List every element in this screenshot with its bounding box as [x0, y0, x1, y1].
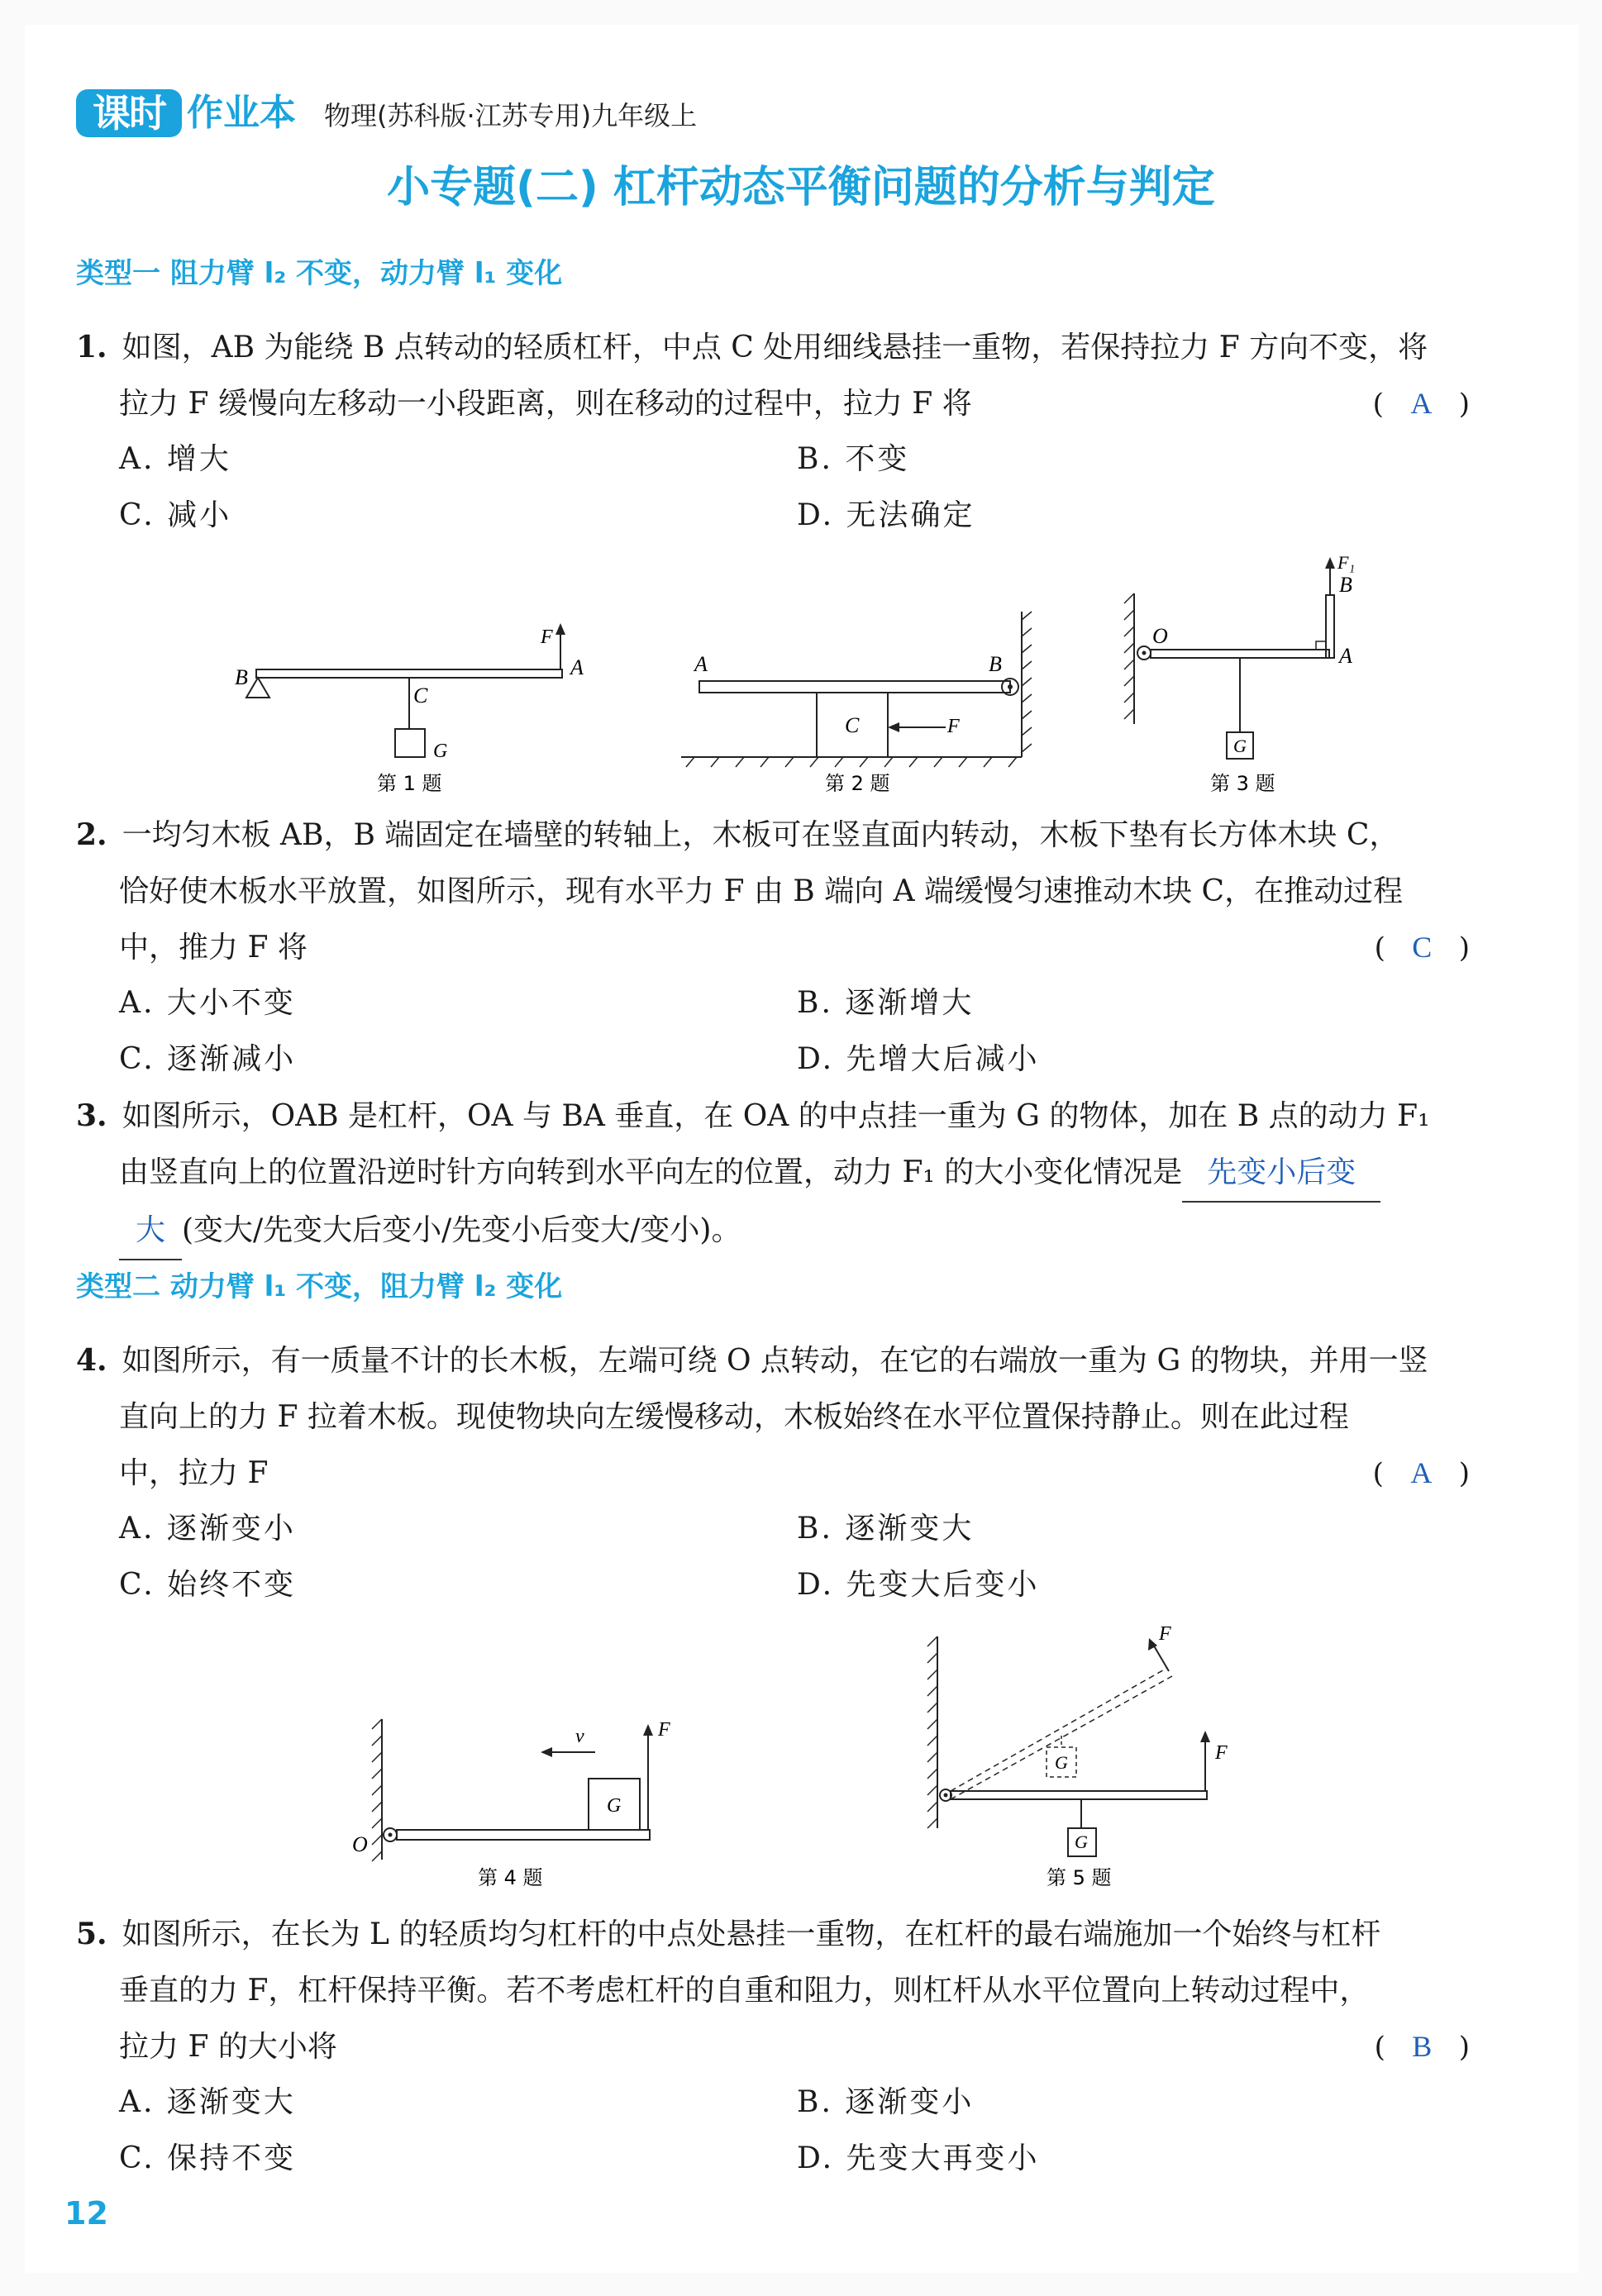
- label-g: G: [433, 741, 448, 762]
- question-text-line: 如图所示，有一质量不计的长木板，左端可绕 O 点转动，在它的右端放一重为 G 的物块，并用一竖: [122, 1344, 1428, 1378]
- label-o: O: [352, 1832, 368, 1856]
- option-a: A. 逐渐变大: [119, 2085, 296, 2119]
- question-number: 5.: [76, 1917, 107, 1951]
- question-number: 2.: [76, 817, 107, 852]
- label-f: F: [541, 626, 553, 648]
- subject-label: 物理(苏科版·江苏专用)九年级上: [324, 100, 698, 131]
- label-f1: F₁: [1337, 552, 1356, 573]
- figure-4: [352, 1719, 670, 1889]
- section-heading-type1: 类型一 阻力臂 l₂ 不变，动力臂 l₁ 变化: [76, 257, 563, 290]
- label-a: A: [1339, 644, 1352, 668]
- label-v: v: [575, 1726, 584, 1747]
- question-text-line: 拉力 F 的大小将: [119, 2030, 337, 2064]
- option-d: D. 先增大后减小: [797, 1042, 1040, 1076]
- label-f: F: [1215, 1742, 1228, 1764]
- answer-choice: A: [1410, 1456, 1433, 1489]
- question-number: 1.: [76, 330, 107, 364]
- option-c: C. 保持不变: [119, 2141, 297, 2175]
- option-b: B. 逐渐变小: [797, 2085, 975, 2119]
- answer-choice: B: [1412, 2030, 1433, 2063]
- label-g: G: [607, 1795, 622, 1817]
- figure-2: [681, 612, 1032, 795]
- option-b: B. 不变: [797, 442, 910, 476]
- option-c: C. 减小: [119, 498, 232, 532]
- answer-bracket: ( B ): [1374, 2030, 1470, 2064]
- question-4: [76, 1332, 1473, 1502]
- label-b: B: [989, 652, 1002, 676]
- label-f-rotated: F: [1159, 1623, 1171, 1645]
- option-b: B. 逐渐增大: [797, 986, 975, 1020]
- label-o: O: [1152, 624, 1168, 648]
- page-number: 12: [64, 2195, 108, 2232]
- question-5: [76, 1906, 1473, 2075]
- question-text-line: 如图所示，OAB 是杠杆，OA 与 BA 垂直，在 OA 的中点挂一重为 G 的物体，加在 B 点的动力 F₁: [122, 1099, 1430, 1133]
- fill-blank-answer: 大: [119, 1203, 182, 1260]
- figure-3: [1124, 552, 1355, 795]
- figures-row-1: [0, 545, 1602, 810]
- question-text-line: 如图，AB 为能绕 B 点转动的轻质杠杆，中点 C 处用细线悬挂一重物，若保持拉力 F 方向不变，将: [122, 331, 1428, 364]
- option-a: A. 大小不变: [119, 986, 296, 1020]
- label-a: A: [570, 655, 584, 679]
- fill-blank-answer: 先变小后变: [1182, 1145, 1380, 1203]
- option-c: C. 逐渐减小: [119, 1042, 297, 1076]
- label-g: G: [1075, 1832, 1088, 1852]
- label-c: C: [845, 713, 860, 737]
- option-b: B. 逐渐变大: [797, 1512, 975, 1546]
- question-text-line: 如图所示，在长为 L 的轻质均匀杠杆的中点处悬挂一重物，在杠杆的最右端施加一个始终与杠杆: [122, 1917, 1381, 1951]
- question-text-line: 中，拉力 F: [119, 1456, 269, 1490]
- figure-caption: 第 2 题: [825, 772, 890, 795]
- label-f: F: [947, 716, 960, 737]
- question-text-line: 直向上的力 F 拉着木板。现使物块向左缓慢移动，木板始终在水平位置保持静止。则在此过程: [119, 1400, 1349, 1434]
- option-d: D. 先变大再变小: [797, 2141, 1040, 2175]
- figure-caption: 第 3 题: [1210, 772, 1275, 795]
- option-a: A. 逐渐变小: [119, 1512, 296, 1546]
- label-b: B: [1339, 573, 1352, 597]
- question-number: 4.: [76, 1343, 107, 1378]
- question-number: 3.: [76, 1098, 107, 1133]
- figure-1: [235, 623, 584, 795]
- label-g: G: [1233, 736, 1247, 756]
- option-a: A. 增大: [119, 442, 231, 476]
- figure-caption: 第 5 题: [1047, 1866, 1112, 1889]
- answer-bracket: ( A ): [1372, 387, 1470, 421]
- question-3: [76, 1088, 1473, 1260]
- option-d: D. 先变大后变小: [797, 1568, 1040, 1602]
- question-1: [76, 319, 1473, 432]
- label-g-dashed: G: [1055, 1752, 1068, 1773]
- question-text-line: 由竖直向上的位置沿逆时针方向转到水平向左的位置，动力 F₁ 的大小变化情况是: [119, 1155, 1183, 1189]
- question-text-line: 中，推力 F 将: [119, 931, 308, 965]
- answer-bracket: ( C ): [1374, 931, 1470, 965]
- question-text-line: 恰好使木板水平放置，如图所示，现有水平力 F 由 B 端向 A 端缓慢匀速推动木块 C，在推动过程: [119, 874, 1404, 908]
- option-c: C. 始终不变: [119, 1568, 297, 1602]
- brand-logo-badge: 课时: [76, 89, 182, 137]
- option-d: D. 无法确定: [797, 498, 975, 532]
- label-f: F: [658, 1719, 670, 1741]
- question-2: [76, 807, 1473, 976]
- page-title: 小专题(二) 杠杆动态平衡问题的分析与判定: [387, 163, 1215, 212]
- answer-bracket: ( A ): [1372, 1456, 1470, 1490]
- figures-row-2: [0, 1612, 1602, 1909]
- question-text-line: 一均匀木板 AB，B 端固定在墙壁的转轴上，木板可在竖直面内转动，木板下垫有长方体木块 C，: [122, 818, 1399, 852]
- answer-choice: C: [1412, 931, 1433, 964]
- brand-logo-text: 作业本: [187, 92, 296, 134]
- figure-caption: 第 1 题: [377, 772, 442, 795]
- question-text-line: 拉力 F 缓慢向左移动一小段距离，则在移动的过程中，拉力 F 将: [119, 387, 972, 421]
- section-heading-type2: 类型二 动力臂 l₁ 不变，阻力臂 l₂ 变化: [76, 1270, 563, 1303]
- figure-5: [927, 1623, 1228, 1889]
- question-text-line: (变大/先变大后变小/先变小后变大/变小)。: [182, 1213, 741, 1247]
- label-a: A: [694, 652, 708, 676]
- label-b: B: [235, 665, 248, 689]
- figure-caption: 第 4 题: [478, 1866, 543, 1889]
- answer-choice: A: [1410, 387, 1433, 420]
- label-c: C: [413, 684, 428, 707]
- question-text-line: 垂直的力 F，杠杆保持平衡。若不考虑杠杆的自重和阻力，则杠杆从水平位置向上转动过程中，: [119, 1974, 1370, 2008]
